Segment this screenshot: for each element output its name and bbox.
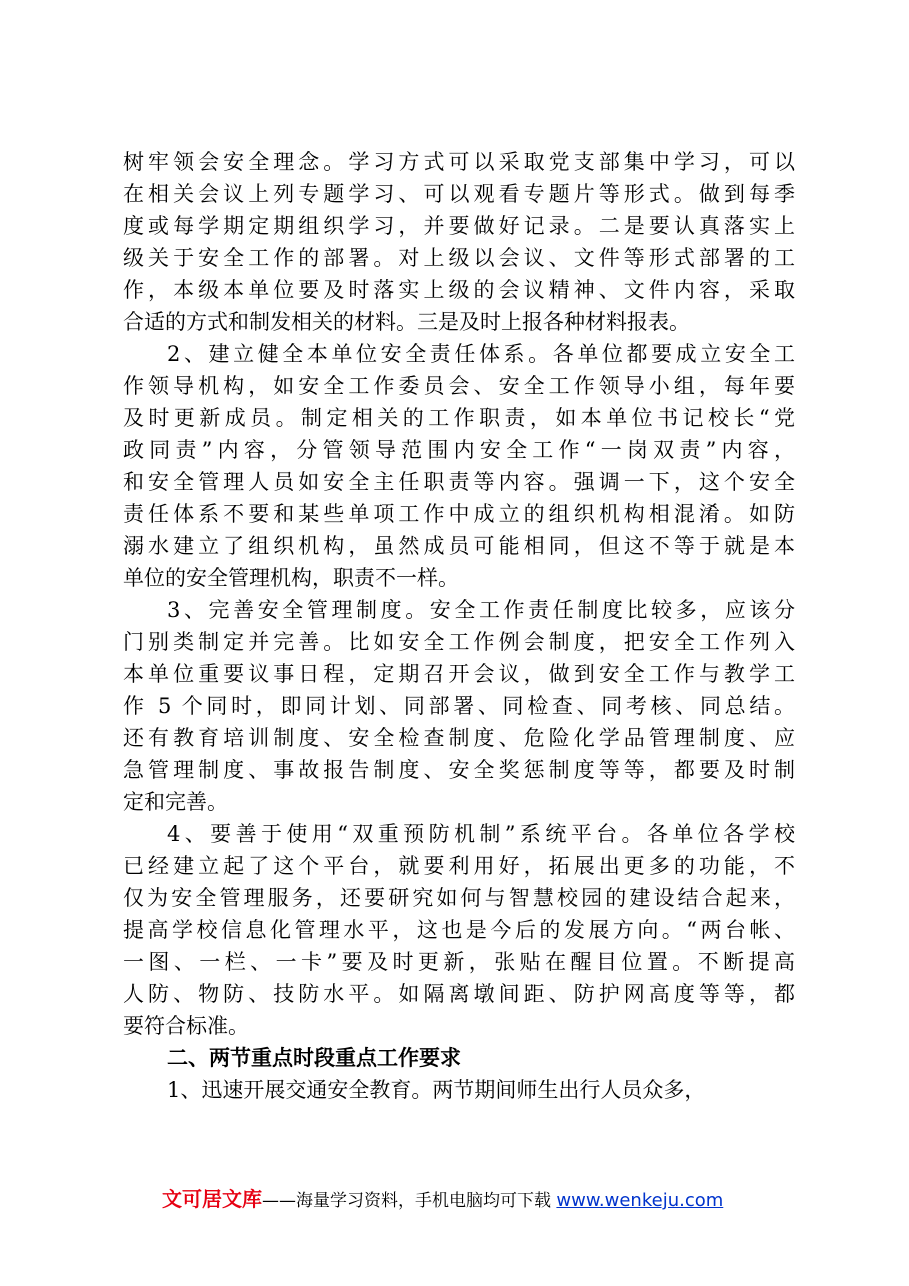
text-line: 在相关会议上列专题学习、可以观看专题片等形式。做到每季 — [123, 182, 795, 206]
text-line: 仅为安全管理服务，还要研究如何与智慧校园的建设结合起来， — [123, 886, 795, 910]
text-line: 还有教育培训制度、安全检查制度、危险化学品管理制度、应 — [123, 726, 795, 750]
text-line: 级关于安全工作的部署。对上级以会议、文件等形式部署的工 — [123, 246, 795, 270]
text-line: 已经建立起了这个平台，就要利用好，拓展出更多的功能，不 — [123, 854, 795, 878]
text-line: 合适的方式和制发相关的材料。三是及时上报各种材料报表。 — [123, 310, 690, 334]
text-line: 作，本级本单位要及时落实上级的会议精神、文件内容，采取 — [123, 278, 795, 302]
text-line: 要符合标准。 — [123, 1014, 249, 1038]
text-line: 作 5 个同时，即同计划、同部署、同检查、同考核、同总结。 — [123, 694, 795, 718]
text-line: 树牢领会安全理念。学习方式可以采取党支部集中学习，可以 — [123, 150, 795, 174]
text-line: 及时更新成员。制定相关的工作职责，如本单位书记校长“党 — [123, 406, 795, 430]
text-line: 定和完善。 — [123, 790, 228, 814]
footer-banner — [162, 1183, 782, 1212]
text-line: 单位的安全管理机构，职责不一样。 — [123, 566, 459, 590]
text-line: 作领导机构，如安全工作委员会、安全工作领导小组，每年要 — [123, 374, 795, 398]
footer-brand: 文可居文库 — [162, 1187, 262, 1211]
footer-slogan: 海量学习资料，手机电脑均可下载 — [296, 1191, 551, 1211]
text-line: 3、完善安全管理制度。安全工作责任制度比较多，应该分 — [167, 598, 795, 622]
text-line: 本单位重要议事日程，定期召开会议，做到安全工作与教学工 — [123, 662, 795, 686]
document-body — [123, 146, 795, 1106]
text-line: 溺水建立了组织机构，虽然成员可能相同，但这不等于就是本 — [123, 534, 795, 558]
text-line: 急管理制度、事故报告制度、安全奖惩制度等等，都要及时制 — [123, 758, 795, 782]
text-line: 人防、物防、技防水平。如隔离墩间距、防护网高度等等，都 — [123, 982, 795, 1006]
text-line: 度或每学期定期组织学习，并要做好记录。二是要认真落实上 — [123, 214, 795, 238]
text-line: 1、迅速开展交通安全教育。两节期间师生出行人员众多， — [167, 1078, 706, 1102]
text-line: 提高学校信息化管理水平，这也是今后的发展方向。“两台帐、 — [123, 918, 795, 942]
footer-dash: —— — [262, 1191, 296, 1211]
text-line: 门别类制定并完善。比如安全工作例会制度，把安全工作列入 — [123, 630, 795, 654]
footer-url-link[interactable]: www.wenkeju.com — [556, 1190, 724, 1211]
text-line: 2、建立健全本单位安全责任体系。各单位都要成立安全工 — [167, 342, 795, 366]
text-line: 政同责”内容，分管领导范围内安全工作“一岗双责”内容， — [123, 438, 795, 462]
section-heading: 二、两节重点时段重点工作要求 — [167, 1046, 461, 1070]
text-line: 一图、一栏、一卡”要及时更新，张贴在醒目位置。不断提高 — [123, 950, 795, 974]
text-line: 和安全管理人员如安全主任职责等内容。强调一下，这个安全 — [123, 470, 795, 494]
text-line: 责任体系不要和某些单项工作中成立的组织机构相混淆。如防 — [123, 502, 795, 526]
text-line: 4、要善于使用“双重预防机制”系统平台。各单位各学校 — [167, 822, 795, 846]
